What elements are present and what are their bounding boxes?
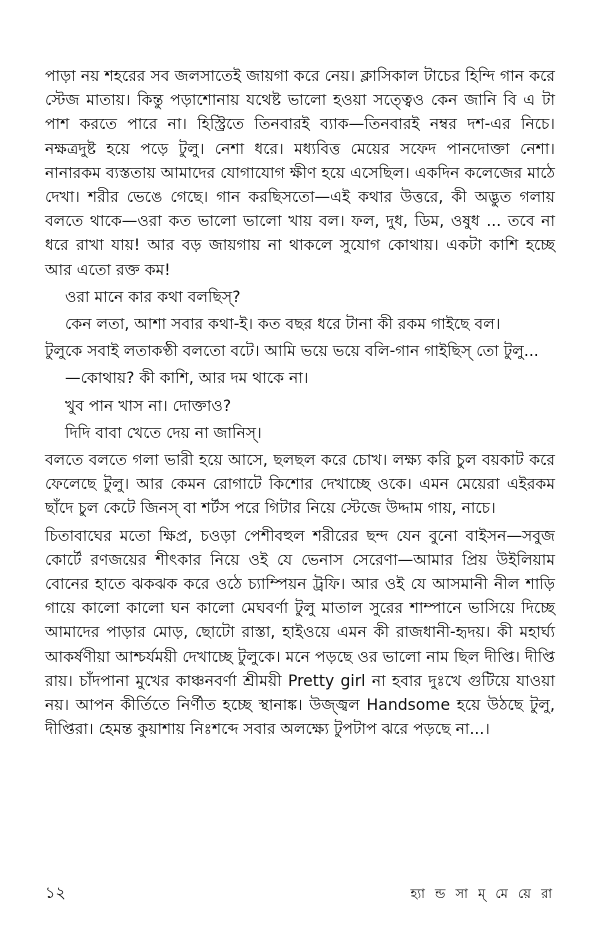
page-number: ১২ xyxy=(45,883,66,902)
dialog-line-6: দিদি বাবা খেতে দেয় না জানিস্। xyxy=(65,423,262,442)
paragraph-2: বলতে বলতে গলা ভারী হয়ে আসে, ছলছল করে চোখ। লক্ষ্য করি চুল বয়কাট করে ফেলেছে টুলু। আর কেমন রোগাটে কিশোর দেখাচ্ছে ওকে। এমন মেয়েরা এইরকম ছাঁদে চুল কেটে জিনস্ বা শর্টস পরে গিটার নিয়ে স্টেজে উদ্দাম গায়, নাচে। xyxy=(45,451,555,518)
paragraph-1: পাড়া নয় শহরের সব জলসাতেই জায়গা করে নেয়। ক্লাসিকাল টাচের হিন্দি গান করে স্টেজ মাতায়। কিন্তু পড়াশোনায় যথেষ্ট ভালো হওয়া সত্ত্বেও কেন জানি বি এ টা পাশ করতে পারে না। হিস্ট্রিতে তিনবারই ব্যাক—তিনবারই নম্বর দশ-এর নিচে। নক্ষত্রদুষ্ট হয়ে পড়ে টুলু। নেশা ধরে। মধ্যবিত্ত মেয়ের সফেদ পানদোক্তা নেশা। নানারকম ব্যস্ততায় আমাদের যোগাযোগ ক্ষীণ হয়ে এসেছিল। একদিন কলেজের মাঠে দেখা। শরীর ভেঙে গেছে। গান করছিসতো—এই কথার উত্তরে, কী অদ্ভুত গলায় বলতে থাকে—ওরা কত ভালো ভালো খায় বল। ফল, দুধ, ডিম, ওষুধ ... তবে না ধরে রাখা যায়! আর বড় জায়গায় না থাকলে সুযোগ কোথায়। একটা কাশি হচ্ছে আর এতো রক্ত কম! xyxy=(45,67,555,279)
dialog-line-1: ওরা মানে কার কথা বলছিস্? xyxy=(65,287,241,306)
page-footer xyxy=(45,880,555,907)
running-title: হ্যা ন্ড সা ম্ মে য়ে রা xyxy=(410,887,555,902)
paragraph-3: চিতাবাঘের মতো ক্ষিপ্র, চওড়া পেশীবহুল শরীরের ছন্দ যেন বুনো বাইসন—সবুজ কোর্টে রণজয়ের শীৎকার নিয়ে ওই যে ভেনাস সেরেণা—আমার প্রিয় উইলিয়াম বোনের হাতে ঝকঝক করে ওঠে চ্যাম্পিয়ন ট্রফি। আর ওই যে আসমানী নীল শাড়ি গায়ে কালো কালো ঘন কালো মেঘবর্ণা টুলু মাতাল সুরের শাম্পানে ভাসিয়ে দিচ্ছে আমাদের পাড়ার মোড়, ছোটো রাস্তা, হাইওয়ে এমন কী রাজধানী-হৃদয়। কী মহার্ঘ্য আকর্ষণীয়া আশ্চর্যময়ী দেখাচ্ছে টুলুকে। মনে পড়ছে ওর ভালো নাম ছিল দীপ্তি। দীপ্তি রায়। চাঁদপানা মুখের কাঞ্চনবর্ণা শ্রীময়ী Pretty girl না হবার দুঃখে গুটিয়ে যাওয়া নয়। আপন কীর্তিতে নির্ণীত হচ্ছে স্থানাঙ্ক। উজ্জ্বল Handsome হয়ে উঠছে টুলু, দীপ্তিরা। হেমন্ত কুয়াশায় নিঃশব্দে সবার অলক্ষ্যে টুপটাপ ঝরে পড়ছে না...। xyxy=(45,526,555,739)
dialog-line-3: টুলুকে সবাই লতাকণ্ঠী বলতো বটে। আমি ভয়ে ভয়ে বলি-গান গাইছিস্ তো টুলু... xyxy=(45,342,539,361)
dialog-line-4: —কোথায়? কী কাশি, আর দম থাকে না। xyxy=(65,369,309,388)
dialog-line-2: কেন লতা, আশা সবার কথা-ই। কত বছর ধরে টানা কী রকম গাইছে বল। xyxy=(65,315,501,334)
page-body xyxy=(45,64,555,744)
dialog-line-5: খুব পান খাস না। দোক্তাও? xyxy=(65,396,232,415)
